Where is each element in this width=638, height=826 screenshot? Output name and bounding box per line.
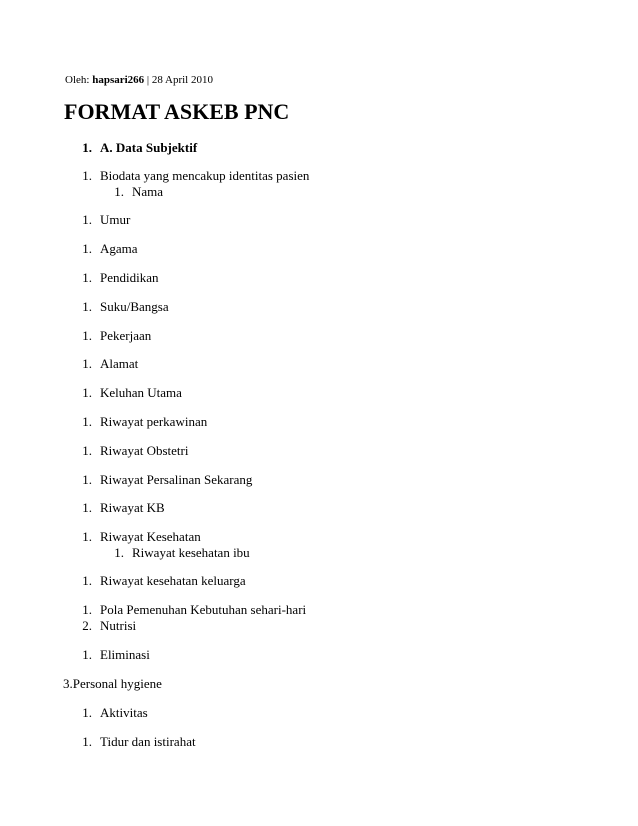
- list-item-agama: 1. Agama: [82, 241, 138, 256]
- list-item-umur: 1. Umur: [82, 212, 131, 227]
- byline-date: 28 April 2010: [151, 74, 213, 86]
- byline: [65, 73, 213, 87]
- list-item-aktivitas: 1. Aktivitas: [82, 705, 148, 720]
- list-item-pekerjaan: 1. Pekerjaan: [82, 328, 152, 343]
- list-item-riwayat-kb: 1. Riwayat KB: [82, 500, 165, 515]
- list-item-riwayat-kesehatan-ibu: 1. Riwayat kesehatan ibu: [114, 545, 250, 560]
- list-item-tidur-istirahat: 1. Tidur dan istirahat: [82, 734, 196, 749]
- list-item-riwayat-persalinan: 1. Riwayat Persalinan Sekarang: [82, 472, 253, 487]
- list-item-riwayat-perkawinan: 1. Riwayat perkawinan: [82, 414, 208, 429]
- list-item-eliminasi: 1. Eliminasi: [82, 647, 150, 662]
- list-item-alamat: 1. Alamat: [82, 356, 139, 371]
- byline-separator: |: [144, 74, 152, 86]
- list-item-data-subjektif: 1. A. Data Subjektif: [82, 140, 198, 155]
- list-item-nama: 1. Nama: [114, 184, 164, 199]
- list-item-nutrisi: 2. Nutrisi: [82, 618, 137, 633]
- page-title: FORMAT ASKEB PNC: [64, 99, 290, 124]
- byline-author[interactable]: hapsari266: [92, 74, 145, 86]
- list-item-keluhan-utama: 1. Keluhan Utama: [82, 385, 182, 400]
- list-item-pendidikan: 1. Pendidikan: [82, 270, 159, 285]
- list-item-riwayat-kesehatan: 1. Riwayat Kesehatan: [82, 529, 201, 544]
- byline-prefix: Oleh:: [65, 74, 93, 86]
- list-item-suku-bangsa: 1. Suku/Bangsa: [82, 299, 169, 314]
- paragraph-personal-hygiene: 3.Personal hygiene: [63, 676, 162, 691]
- list-item-pola-pemenuhan: 1. Pola Pemenuhan Kebutuhan sehari-hari: [82, 602, 307, 617]
- list-item-riwayat-kesehatan-keluarga: 1. Riwayat kesehatan keluarga: [82, 573, 246, 588]
- list-item-riwayat-obstetri: 1. Riwayat Obstetri: [82, 443, 189, 458]
- list-item-biodata: 1. Biodata yang mencakup identitas pasien: [82, 168, 310, 183]
